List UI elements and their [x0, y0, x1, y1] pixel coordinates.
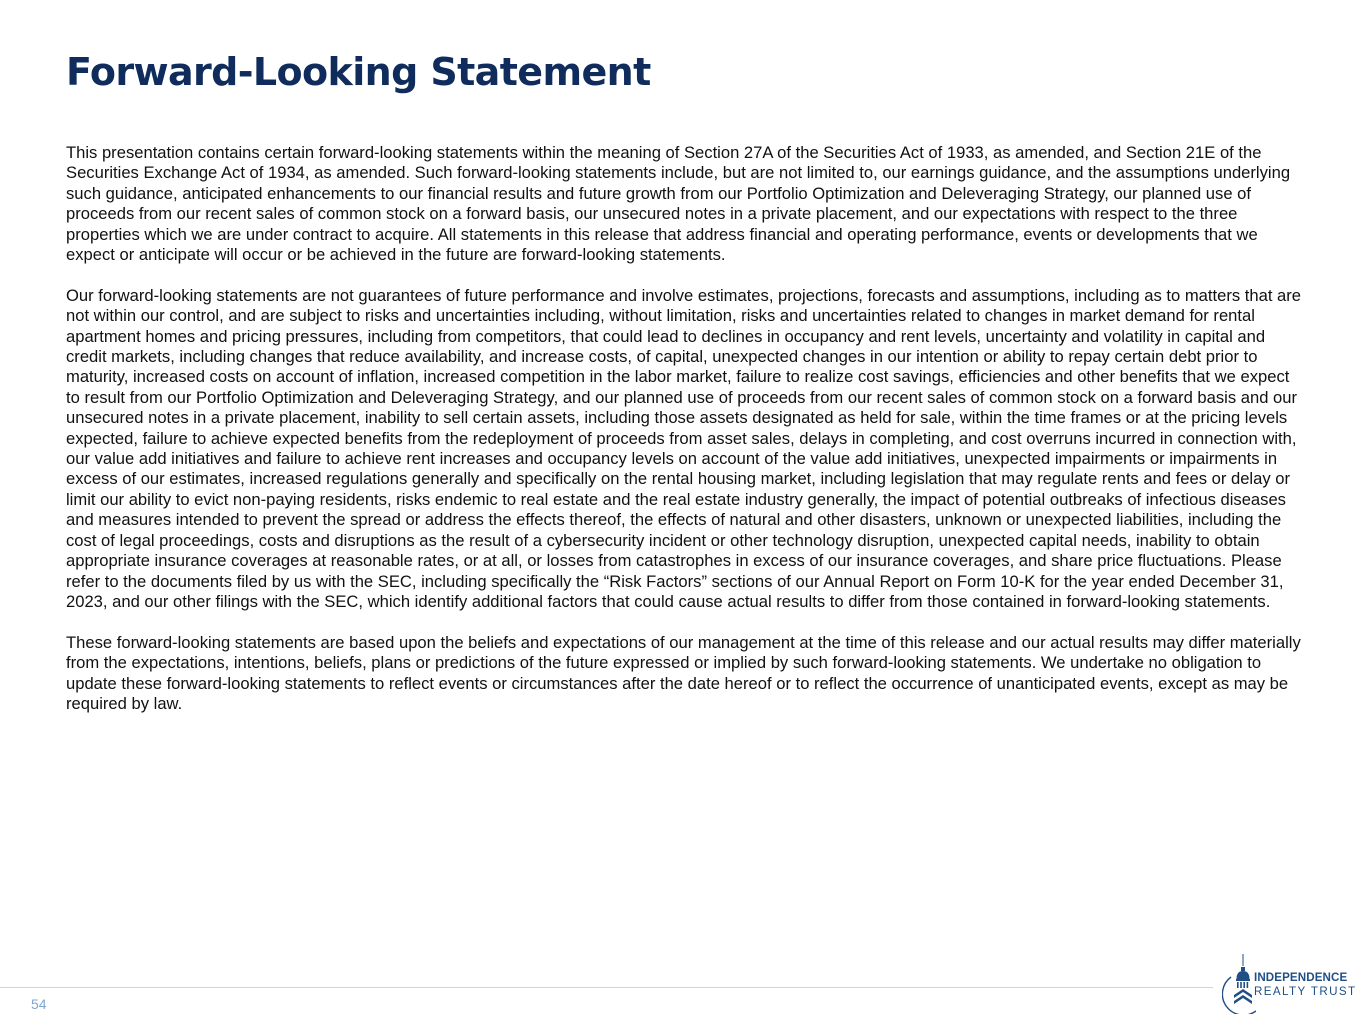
- page-number: 54: [31, 996, 47, 1012]
- company-logo: [1222, 954, 1360, 1014]
- capitol-dome-icon: [1222, 954, 1256, 1014]
- disclaimer-body: [66, 143, 1302, 735]
- paragraph-intro: This presentation contains certain forward-looking statements within the meaning of Section 27A of the Securities Act of 1933, as amended, and Section 21E of the Securities Exchange Act of 1934, as amended. Such forward-looking statements include, but are not limited to, our earnings guidance, and the assumptions underlying such guidance, anticipated enhancements to our financial results and future growth from our Portfolio Optimization and Deleveraging Strategy, our planned use of proceeds from our recent sales of common stock on a forward basis, our unsecured notes in a private placement, and our expectations with respect to the three properties which we are under contract to acquire. All statements in this release that address financial and operating performance, events or developments that we expect or anticipate will occur or be achieved in the future are forward-looking statements.: [66, 143, 1291, 265]
- paragraph-risks: Our forward-looking statements are not guarantees of future performance and involve estimates, projections, forecasts and assumptions, including as to matters that are not within our control, and are subject to risks and uncertainties including, without limitation, risks and uncertainties related to changes in market demand for rental apartment homes and pricing pressures, including from competitors, that could lead to declines in occupancy and rent levels, uncertainty and volatility in capital and credit markets, including changes that reduce availability, and increase costs, of capital, unexpected changes in our intention or ability to repay certain debt prior to maturity, increased costs on account of inflation, increased competition in the labor market, failure to realize cost savings, efficiencies and other benefits that we expect to result from our Portfolio Optimization and Deleveraging Strategy, and our planned use of proceeds from our recent sales of common stock on a forward basis and our unsecured notes in a private placement, inability to sell certain assets, including those assets designated as held for sale, within the time frames or at the pricing levels expected, failure to achieve expected benefits from the redeployment of proceeds from asset sales, delays in completing, and cost overruns incurred in connection with, our value add initiatives and failure to achieve rent increases and occupancy levels on account of the value add initiatives, unexpected impairments or impairments in excess of our estimates, increased regulations generally and specifically on the rental housing market, including legislation that may regulate rents and fees or delay or limit our ability to evict non-paying residents, risks endemic to real estate and the real estate industry generally, the impact of potential outbreaks of infectious diseases and measures intended to prevent the spread or address the effects thereof, the effects of natural and other disasters, unknown or unexpected liabilities, including the cost of legal proceedings, costs and disruptions as the result of a cybersecurity incident or other technology disruption, unexpected capital needs, inability to obtain appropriate insurance coverages at reasonable rates, or at all, or losses from catastrophes in excess of our insurance coverages, and share price fluctuations. Please refer to the documents filed by us with the SEC, including specifically the “Risk Factors” sections of our Annual Report on Form 10-K for the year ended December 31, 2023, and our other filings with the SEC, which identify additional factors that could cause actual results to differ from those contained in forward-looking statements.: [66, 285, 1302, 611]
- footer-divider: [0, 987, 1213, 988]
- paragraph-disclaimer: These forward-looking statements are based upon the beliefs and expectations of our management at the time of this release and our actual results may differ materially from the expectations, intentions, beliefs, plans or predictions of the future expressed or implied by such forward-looking statements. We undertake no obligation to update these forward-looking statements to reflect events or circumstances after the date hereof or to reflect the occurrence of unanticipated events, except as may be required by law.: [66, 632, 1301, 713]
- slide-title: Forward-Looking Statement: [66, 50, 651, 94]
- logo-text-line2: REALTY TRUST: [1254, 985, 1357, 998]
- logo-text-line1: INDEPENDENCE: [1254, 971, 1348, 984]
